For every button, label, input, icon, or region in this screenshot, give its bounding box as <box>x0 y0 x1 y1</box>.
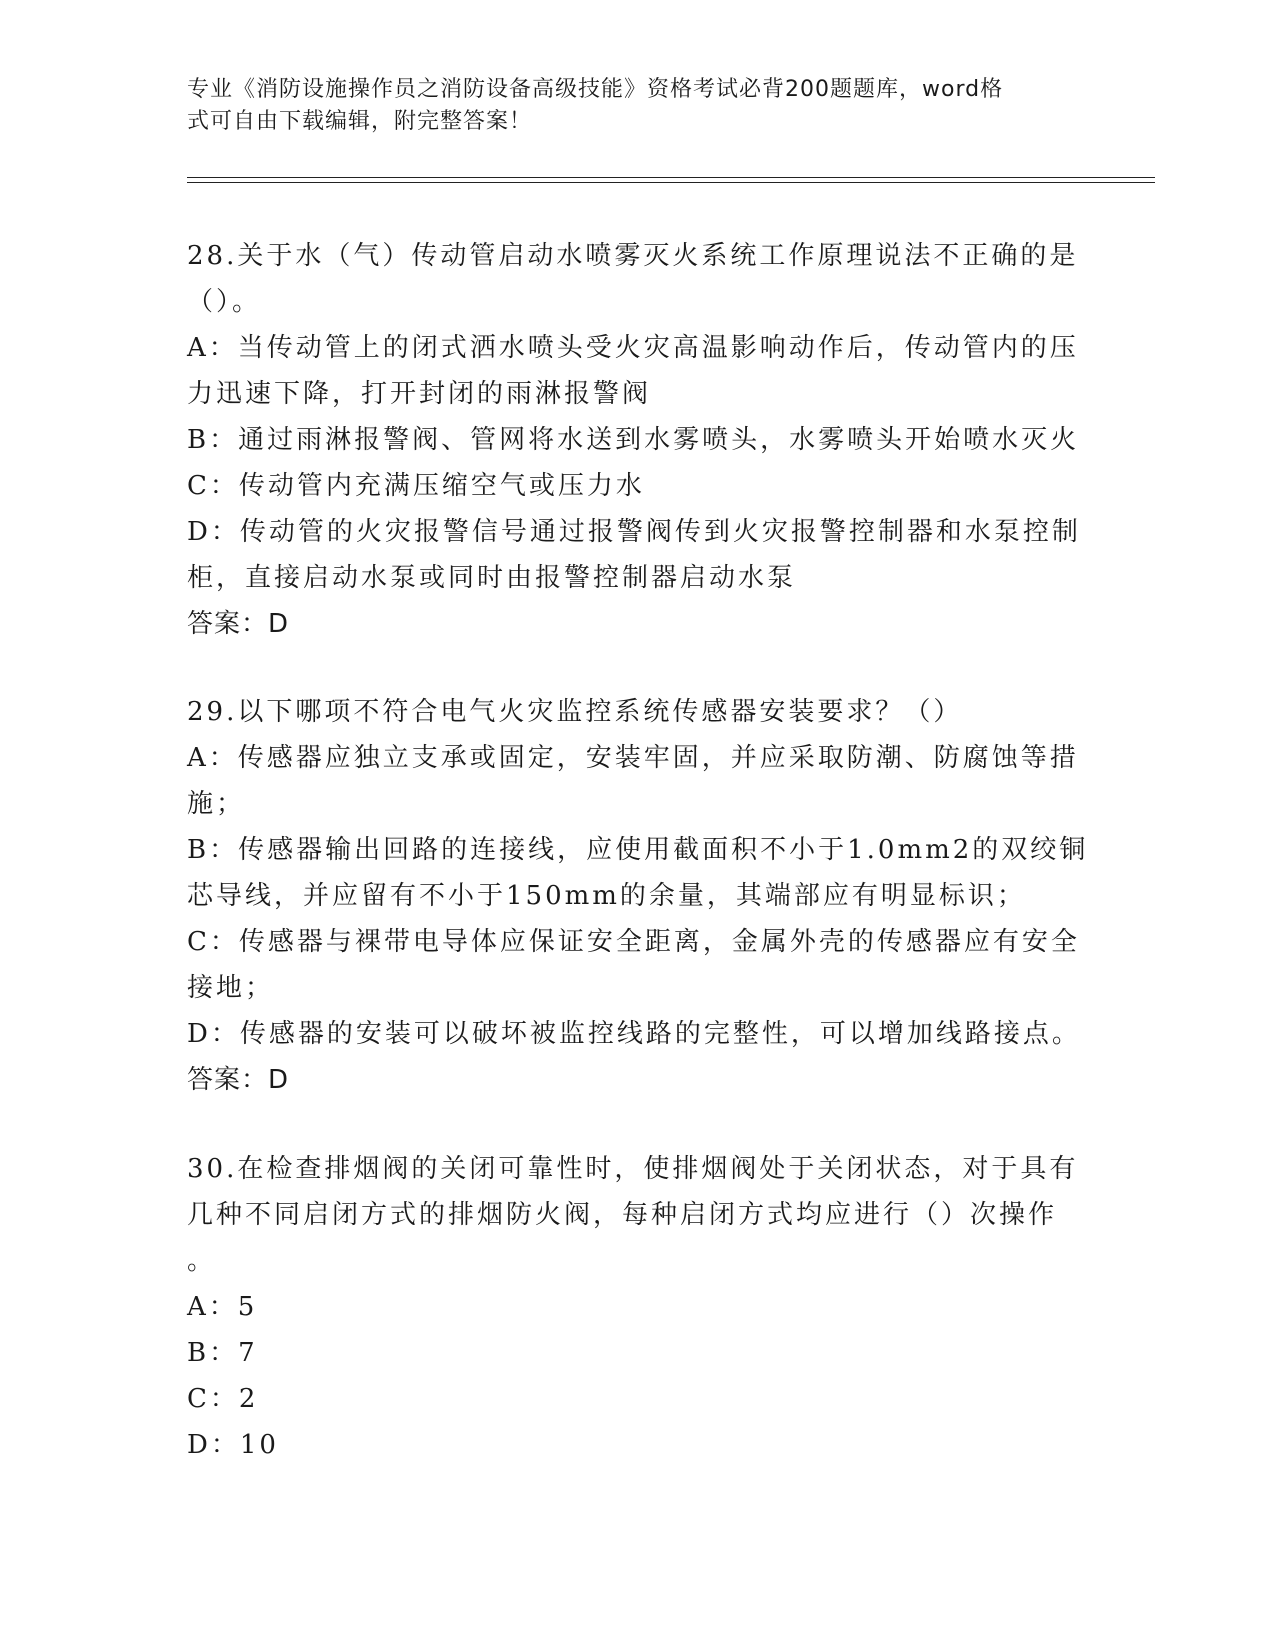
option-line: C：传动管内充满压缩空气或压力水 <box>187 471 645 501</box>
option-line: C：传感器与裸带电导体应保证安全距离，金属外壳的传感器应有安全 <box>187 927 1080 957</box>
option-line: D：10 <box>187 1430 279 1460</box>
option-line: 力迅速下降，打开封闭的雨淋报警阀 <box>187 379 652 409</box>
option-line: B：通过雨淋报警阀、管网将水送到水雾喷头，水雾喷头开始喷水灭火 <box>187 425 1080 455</box>
question-stem-line: 。 <box>187 1246 217 1276</box>
option-line: A：传感器应独立支承或固定，安装牢固，并应采取防潮、防腐蚀等措 <box>187 743 1079 773</box>
option-line: 接地； <box>187 973 275 1003</box>
option-line: A：5 <box>187 1292 258 1322</box>
question-stem-line: 几种不同启闭方式的排烟防火阀，每种启闭方式均应进行（）次操作 <box>187 1200 1058 1230</box>
document-header <box>187 74 1067 138</box>
header-line-2: 式可自由下载编辑，附完整答案！ <box>187 109 533 134</box>
question-stem-line: 30.在检查排烟阀的关闭可靠性时，使排烟阀处于关闭状态，对于具有 <box>187 1154 1079 1184</box>
question-stem-line: 29.以下哪项不符合电气火灾监控系统传感器安装要求？（） <box>187 697 963 727</box>
header-divider-top <box>187 177 1155 178</box>
question-28 <box>187 233 1081 647</box>
option-line: C：2 <box>187 1384 259 1414</box>
option-line: 芯导线，并应留有不小于150mm的余量，其端部应有明显标识； <box>187 881 1026 911</box>
header-divider-bottom <box>187 182 1155 183</box>
question-30 <box>187 1146 1077 1468</box>
answer-label: 答案：D <box>187 609 290 639</box>
question-stem-line: （）。 <box>187 287 262 317</box>
header-line-1: 专业《消防设施操作员之消防设备高级技能》资格考试必背200题题库，word格 <box>187 77 1004 102</box>
option-line: 柜，直接启动水泵或同时由报警控制器启动水泵 <box>187 563 797 593</box>
option-line: D：传动管的火灾报警信号通过报警阀传到火灾报警控制器和水泵控制 <box>187 517 1081 547</box>
question-29 <box>187 689 1089 1103</box>
option-line: B：传感器输出回路的连接线，应使用截面积不小于1.0mm2的双绞铜 <box>187 835 1089 865</box>
option-line: A：当传动管上的闭式洒水喷头受火灾高温影响动作后，传动管内的压 <box>187 333 1079 363</box>
answer-label: 答案：D <box>187 1065 290 1095</box>
option-line: 施； <box>187 789 246 819</box>
option-line: D：传感器的安装可以破坏被监控线路的完整性，可以增加线路接点。 <box>187 1019 1081 1049</box>
option-line: B：7 <box>187 1338 258 1368</box>
question-stem-line: 28.关于水（气）传动管启动水喷雾灭火系统工作原理说法不正确的是 <box>187 241 1079 271</box>
